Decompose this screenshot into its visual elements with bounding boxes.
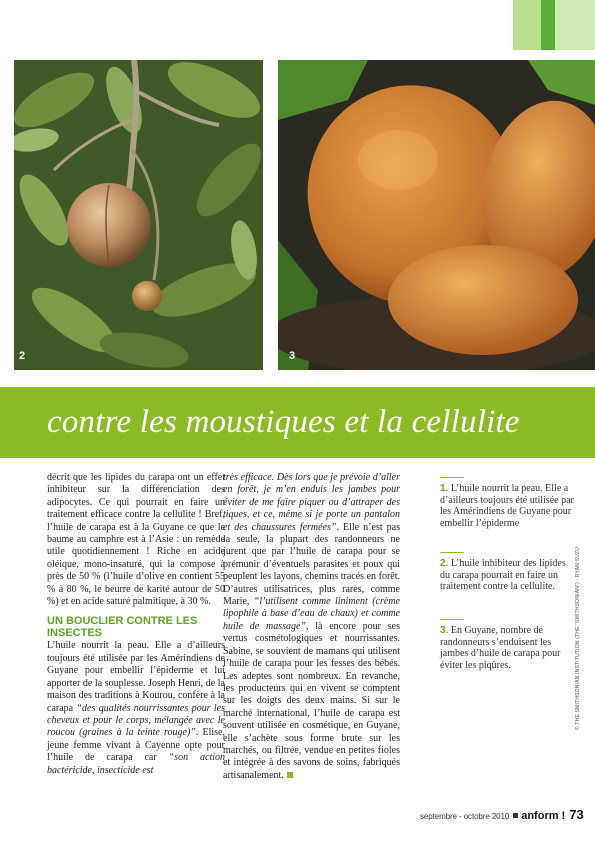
corner-block-dark (541, 0, 555, 50)
legend-rule (440, 477, 464, 478)
photo-credit: © THE SMITHSONIAN INSTITUTION (THE “SMITHSONIAN”) - RYAN SUZU (575, 546, 581, 730)
paragraph: très efficace. Dès lors que je prévoie d’aller en forêt, je m’en enduis les jambes pour éviter de me faire piquer ou d’attraper des tiques, et ce, même si je porte un pantalon et des chaussures fermées”. Elle n’est pas la seule, la plupart des randonneurs ne jurent que par l’huile de carapa pour se prémunir d’éventuels parasites et poux qui peuplent les layons, chemins tracés en forêt. D’autres utilisatrices, plus rares, comme Marie, “l’utilisent comme liniment (crème lipophile à base d’eau de chaux) et comme huile de massage”, là encore pour ses vertus cosmétologiques et nourrissantes. Sabine, se souvient de mamans qui utilisent l’huile de carapa pour les fesses des bébés. Les adeptes sont nombreux. En revanche, les producteurs qui en vivent se comptent sur les doigts des deux mains. Si sur le marché international, l’huile de carapa est souvent utilisée en cosmétique, en Guyane, elle s’achète sous forme brute sur les marchés, ou filtrée, vendue en petites fioles et intégrée à des savons de soins, fabriqués artisanalement. (223, 472, 400, 781)
corner-block-light (513, 0, 541, 50)
page-number: 73 (569, 807, 584, 822)
legend-rule (440, 619, 464, 620)
section-heading: UN BOUCLIER CONTRE LES INSECTES (47, 615, 198, 640)
photo-legend-3: 3. En Guyane, nombre de randonneurs s’enduisent les jambes d’huile de carapa pour éviter les piqûres. (440, 619, 578, 672)
footer-square-mark (513, 813, 518, 818)
photo-number: 2 (19, 350, 26, 362)
paragraph: L’huile nourrit la peau. Elle a d’ailleurs toujours été utilisée par les Amérindiens de Guyane pour embellir l’épiderme et lui apporter de la souplesse. Joseph Henri, de la maison des traditions à Kourou, confère à la carapa “des qualités nourrissantes pour les cheveux et pour le corps, mélangée avec le roucou (graines à la teinte rouge)”. Elise, jeune femme vivant à Cayenne opte pour l’huile de carapa car “son action bactéricide, insecticide est (47, 640, 225, 776)
issue-date: septembre - octobre 2010 (420, 812, 510, 821)
photo-legend-1: 1. L’huile nourrit la peau. Elle a d’ailleurs toujours été utilisée par les Amérindiens de Guyane pour embellir l’épiderme (440, 477, 578, 530)
photo-carapa-seeds (278, 60, 595, 370)
end-of-article-mark (287, 772, 293, 778)
photo-number: 3 (289, 350, 296, 362)
article-title: contre les moustiques et la cellulite (47, 404, 520, 440)
photo-legend-2: 2. L’huile inhibiteur des lipides du carapa pourrait en faire un traitement contre la cellulite. (440, 552, 578, 593)
corner-block-pale (555, 0, 595, 50)
text-column-2 (223, 472, 400, 782)
text-column-1 (47, 472, 225, 777)
legend-rule (440, 552, 464, 553)
paragraph: décrit que les lipides du carapa ont un effet inhibiteur sur la différenciation des adipocytes. Ce qui pourrait en faire un traitement efficace contre la cellulite ! Bref, l’huile de carapa est à la Guyane ce que le baume au camphre est à l’Asie : un remède utile quotidiennement ! Riche en acide oléique, mono-insaturé, qui la compose à près de 50 % (l’huile d’olive en contient 55 % à 80 %, le beurre de karité autour de 50 %) et en acide saturé palmitique, à 30 %. (47, 472, 225, 608)
magazine-name: anform ! (521, 810, 566, 822)
page-footer (420, 807, 584, 822)
photo-carapa-branch (14, 60, 263, 370)
